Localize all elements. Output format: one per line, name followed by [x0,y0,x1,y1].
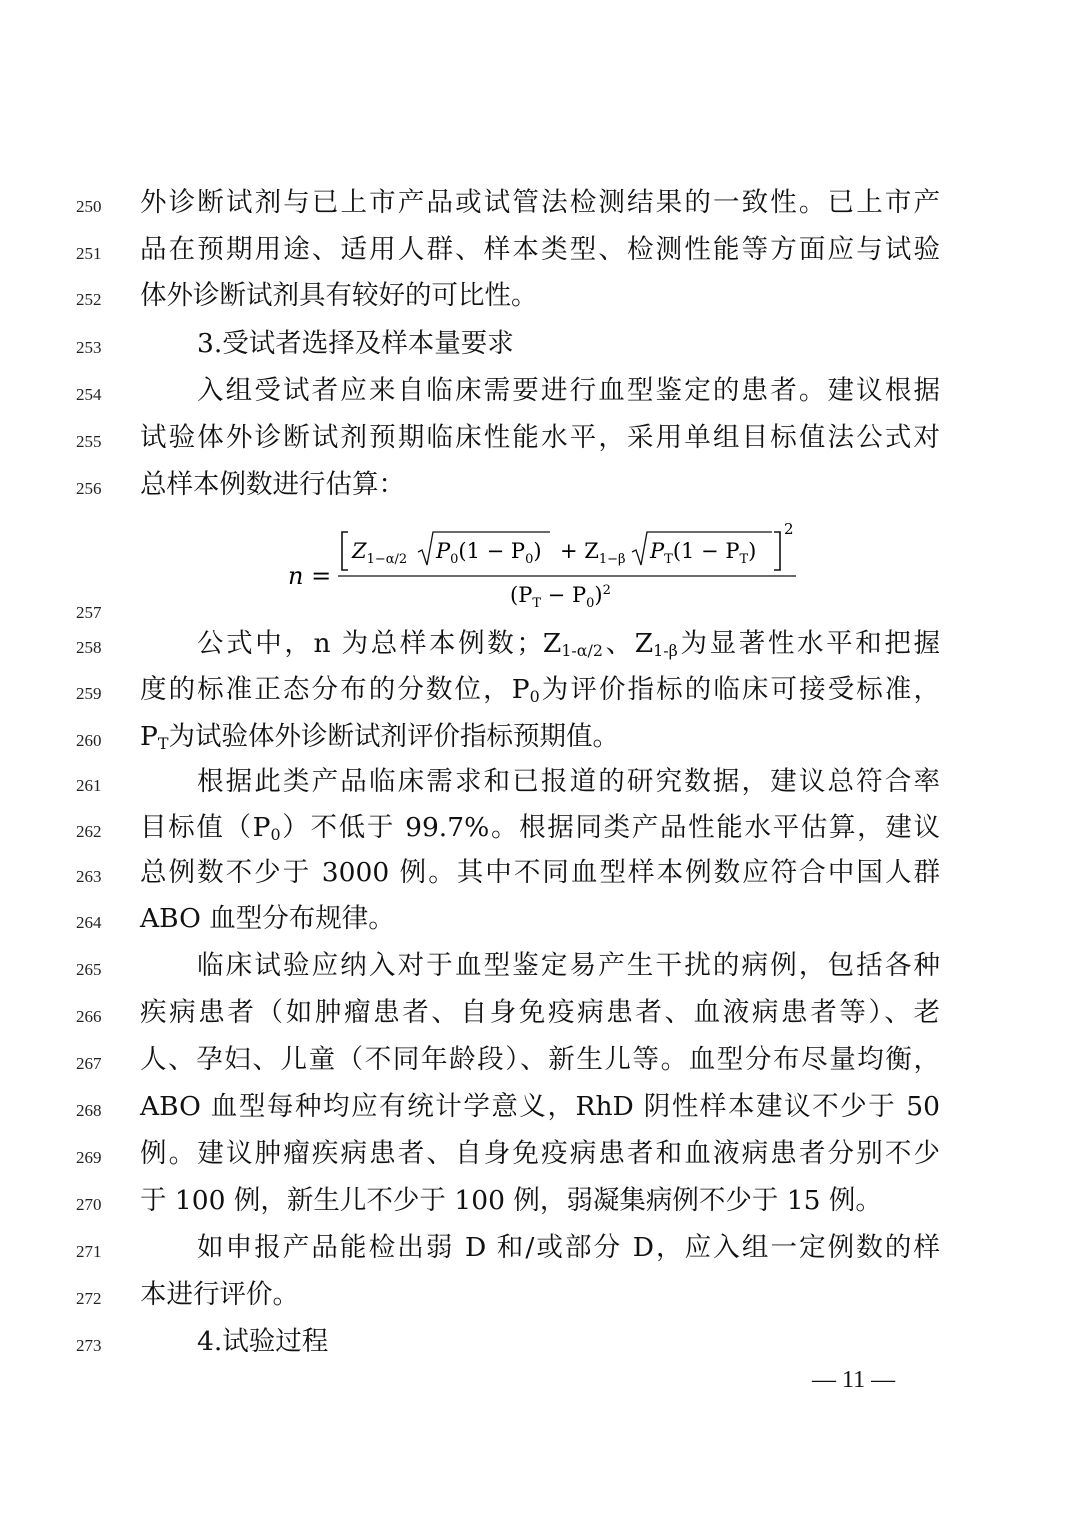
body-text-line: 外诊断试剂与已上市产品或试管法检测结果的一致性。已上市产 [140,187,940,218]
line-number: 267 [76,1054,102,1073]
body-text-line: ABO 血型分布规律。 [140,903,395,934]
formula-plus-term: + $Z_{1-\beta}$ [560,539,626,567]
line-number: 250 [76,197,102,216]
line-number: 256 [76,479,102,498]
body-text-line: 目标值$(P_0)$不低于 99.7%。根据同类产品性能水平估算，建议 [140,812,940,844]
body-text-line: 入组受试者应来自临床需要进行血型鉴定的患者。建议根据 [197,375,940,406]
formula-lhs: n = [288,562,332,590]
body-text-line: 公式中，n 为总样本例数；$Z_{1-\alpha/2}$、$Z_{1-\beta}$为显著性水平和把握 [197,628,940,660]
line-number: 263 [76,867,102,886]
body-text-line: 度的标准正态分布的分数位，$P_0$为评价指标的临床可接受标准， [140,674,940,706]
body-text-line: 总样本例数进行估算： [140,469,405,500]
body-text-line: 品在预期用途、适用人群、样本类型、检测性能等方面应与试验 [140,234,940,265]
body-text-line: 人、孕妇、儿童（不同年龄段）、新生儿等。血型分布尽量均衡， [140,1044,940,1075]
line-number: 261 [76,776,102,795]
body-text-line: 临床试验应纳入对于血型鉴定易产生干扰的病例，包括各种 [197,950,940,981]
line-number: 265 [76,960,102,979]
sample-size-formula [288,520,808,610]
body-text-line: 根据此类产品临床需求和已报道的研究数据，建议总符合率 [197,766,940,797]
body-text-line: $P_T$为试验体外诊断试剂评价指标预期值。 [140,721,619,753]
formula-sqrt-term-1: $P_0(1 - P_0)$ [436,539,542,567]
body-text-line: 例。建议肿瘤疾病患者、自身免疫病患者和血液病患者分别不少 [140,1138,940,1169]
line-number: 260 [76,731,102,750]
line-number: 264 [76,913,102,932]
formula-sqrt-term-2: $P_T(1 - P_T)$ [650,539,757,567]
formula-denominator: $(P_T - P_0)^2$ [510,583,611,610]
section-heading: 3.受试者选择及样本量要求 [197,328,514,359]
right-bracket [774,532,780,570]
line-number: 271 [76,1242,102,1261]
body-text-line: 体外诊断试剂具有较好的可比性。 [140,280,538,311]
formula-numerator: $Z_{1-\alpha/2}$ [352,539,408,567]
line-number: 258 [76,638,102,657]
line-number: 253 [76,338,102,357]
body-text-line: 总例数不少于 3000 例。其中不同血型样本例数应符合中国人群 [140,857,940,888]
line-number: 268 [76,1101,102,1120]
line-number: 270 [76,1195,102,1214]
section-heading: 4.试验过程 [197,1326,329,1357]
line-number: 254 [76,385,102,404]
line-number: 255 [76,432,102,451]
body-text-line: 如申报产品能检出弱 D 和/或部分 D，应入组一定例数的样 [197,1232,940,1263]
line-number: 259 [76,684,102,703]
line-number: 272 [76,1289,102,1308]
line-number: 252 [76,290,102,309]
body-text-line: 疾病患者（如肿瘤患者、自身免疫病患者、血液病患者等）、老 [140,997,940,1028]
body-text-line: 本进行评价。 [140,1279,299,1310]
page-number: — 11 — [812,1367,896,1393]
line-number: 269 [76,1148,102,1167]
line-number: 266 [76,1007,102,1026]
body-text-line: 试验体外诊断试剂预期临床性能水平，采用单组目标值法公式对 [140,422,940,453]
line-number: 257 [76,603,102,622]
body-text-line: ABO 血型每种均应有统计学意义，RhD 阴性样本建议不少于 50 [140,1091,940,1122]
formula-exponent: 2 [784,520,794,538]
line-number: 262 [76,822,102,841]
line-number: 273 [76,1336,102,1355]
left-bracket [342,532,348,570]
line-number: 251 [76,244,102,263]
body-text-line: 于 100 例，新生儿不少于 100 例，弱凝集病例不少于 15 例。 [140,1185,882,1216]
